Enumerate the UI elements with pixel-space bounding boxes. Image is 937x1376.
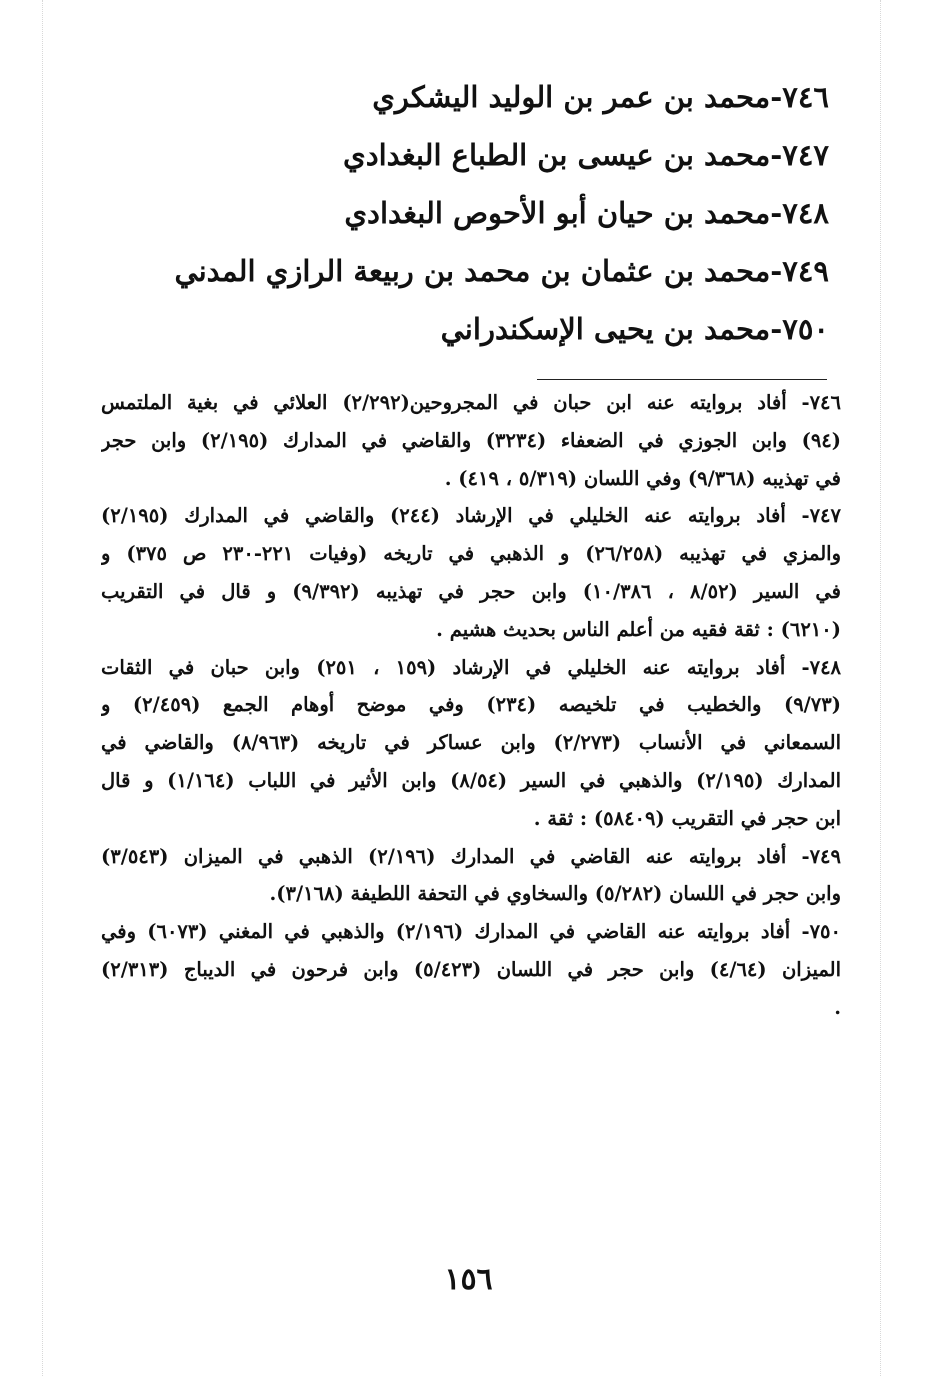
footnote-line: ٧٥٠- أفاد بروايته عنه القاضي في المدارك (٢/١٩٦) والذهبي في المغني (٦٠٧٣) وفي — [101, 920, 841, 944]
footnotes — [101, 384, 841, 1027]
footnote-line: السمعاني في الأنساب (٢/٢٧٣) وابن عساكر في تاريخه (٨/٩٦٣) والقاضي في — [101, 731, 841, 755]
footnote-line: في تهذيبه (٩/٣٦٨) وفي اللسان (٥/٣١٩ ، ٤١٩) . — [444, 466, 841, 490]
footnote-line: والمزي في تهذيبه (٢٦/٢٥٨) و الذهبي في تاريخه (وفيات ٢٢١-٢٣٠ ص ٣٧٥) و — [101, 542, 841, 566]
footnote-line: المدارك (٢/١٩٥) والذهبي في السير (٨/٥٤) وابن الأثير في اللباب (١/١٦٤) و قال — [101, 768, 841, 792]
footnote-748 — [101, 649, 841, 838]
page-number: ١٥٦ — [444, 1262, 493, 1297]
footnote-747 — [101, 497, 841, 648]
footnote-line: (٦٢١٠) : ثقة فقيه من أعلم الناس بحديث هشيم . — [436, 617, 841, 641]
footnote-line: ابن حجر في التقريب (٥٨٤٠٩) : ثقة . — [533, 806, 841, 830]
footnote-750 — [101, 913, 841, 1026]
footnote-line: ٧٤٧- أفاد بروايته عنه الخليلي في الإرشاد (٢٤٤) والقاضي في المدارك (٢/١٩٥) — [101, 504, 841, 528]
footnote-line: الميزان (٤/٦٤) وابن حجر في اللسان (٥/٤٢٣) وابن فرحون في الديباج (٢/٣١٣) — [101, 957, 841, 981]
scan-fold-line-left — [42, 0, 43, 1376]
scan-fold-line-right — [880, 0, 881, 1376]
entry-heading: ٧٤٧-محمد بن عيسى بن الطباع البغدادي — [343, 138, 829, 172]
footnote-separator — [537, 379, 827, 380]
entry-headings-list — [174, 68, 829, 358]
footnote-line: في السير (٨/٥٢ ، ١٠/٣٨٦) وابن حجر في تهذيبه (٩/٣٩٢) و قال في التقريب — [101, 579, 841, 603]
footnote-line: ٧٤٩- أفاد بروايته عنه القاضي في المدارك (٢/١٩٦) الذهبي في الميزان (٣/٥٤٣) — [101, 844, 841, 868]
entry-heading: ٧٤٨-محمد بن حيان أبو الأحوص البغدادي — [344, 196, 829, 230]
footnote-line: وابن حجر في اللسان (٥/٢٨٢) والسخاوي في التحفة اللطيفة (٣/١٦٨). — [269, 882, 841, 906]
footnote-line: . — [834, 995, 841, 1019]
footnote-line: ٧٤٦- أفاد بروايته عنه ابن حبان في المجروحين(٢/٢٩٢) العلائي في بغية الملتمس — [101, 391, 841, 414]
entry-heading: ٧٥٠-محمد بن يحيى الإسكندراني — [440, 312, 829, 346]
entry-heading: ٧٤٩-محمد بن عثمان بن محمد بن ربيعة الرازي المدني — [174, 254, 829, 288]
footnote-line: ٧٤٨- أفاد بروايته عنه الخليلي في الإرشاد (١٥٩ ، ٢٥١) وابن حبان في الثقات — [101, 655, 841, 679]
entry-heading: ٧٤٦-محمد بن عمر بن الوليد اليشكري — [372, 80, 829, 114]
footnote-line: (٩/٧٣) والخطيب في تلخيصه (٢٣٤) وفي موضح أوهام الجمع (٢/٤٥٩) و — [101, 693, 841, 717]
footnote-746 — [101, 384, 841, 497]
footnote-749 — [101, 838, 841, 914]
footnote-line: (٩٤) وابن الجوزي في الضعفاء (٣٢٣٤) والقاضي في المدارك (٢/١٩٥) وابن حجر — [101, 428, 841, 452]
